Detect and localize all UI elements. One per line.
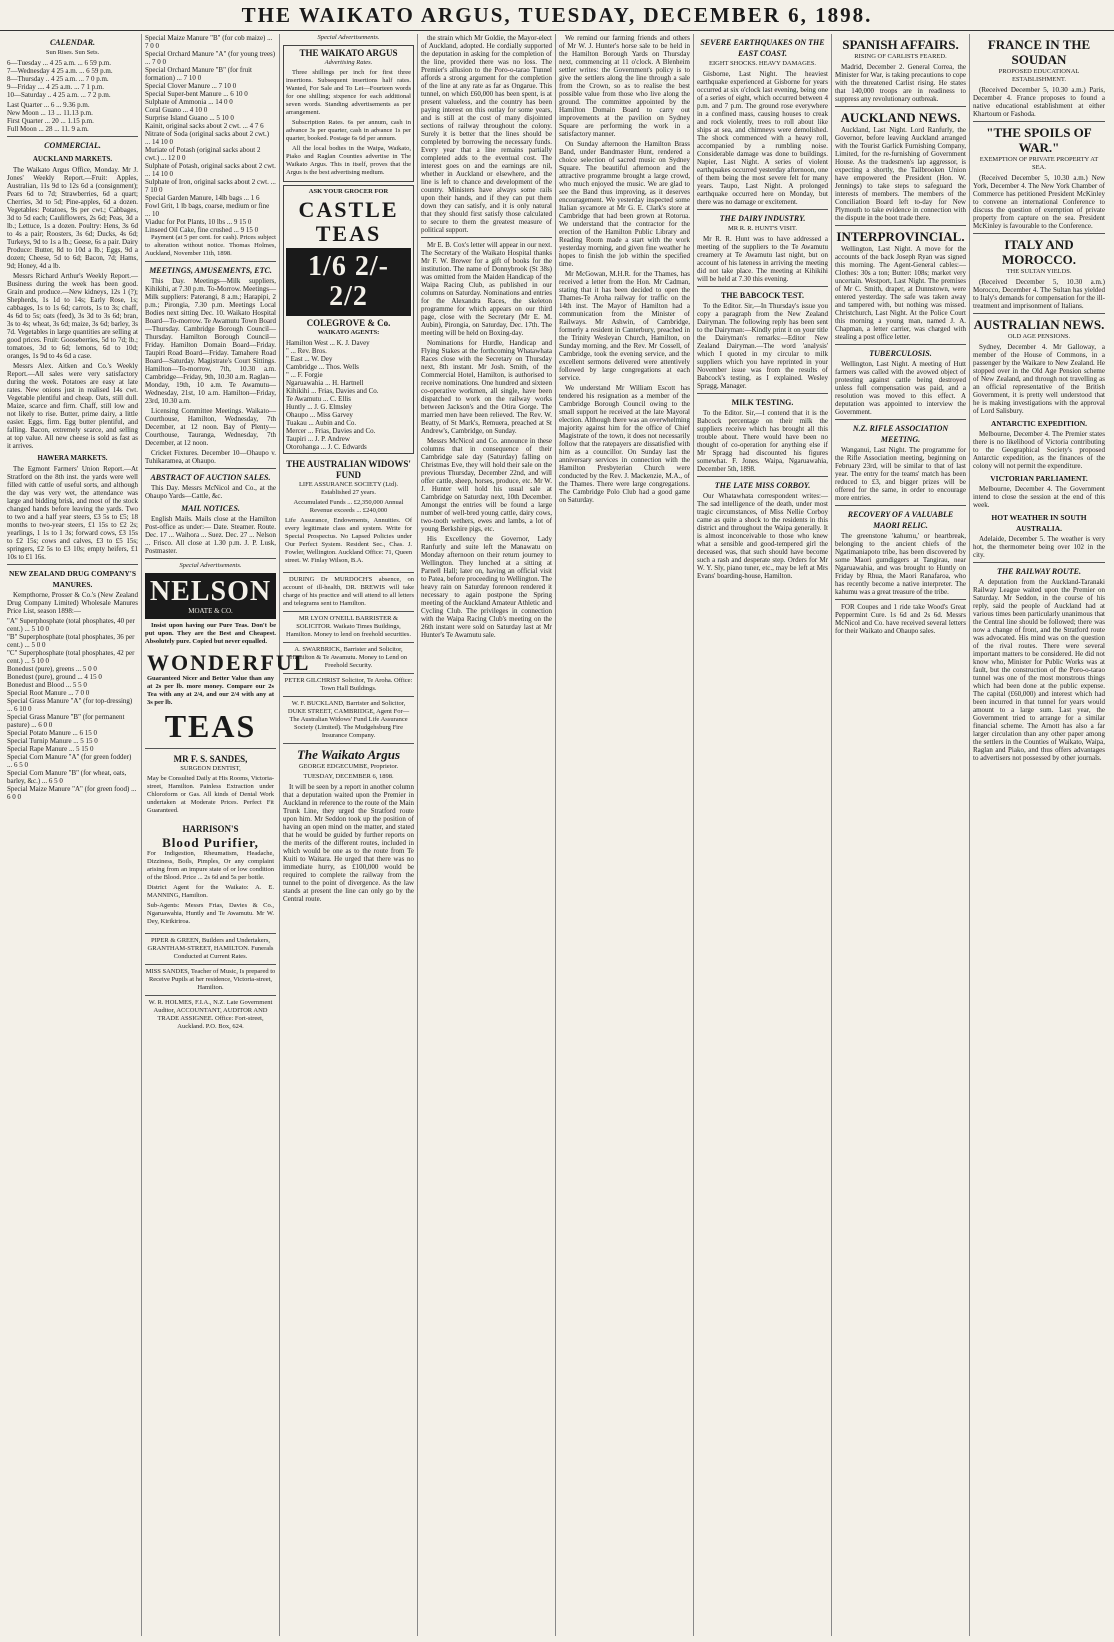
castle-prices-block <box>286 248 411 316</box>
italy-heading: ITALY AND MOROCCO. <box>1001 237 1077 267</box>
hot-weather-heading: HOT WEATHER IN SOUTH AUSTRALIA. <box>991 513 1087 533</box>
nz-drug-heading: NEW ZEALAND DRUG COMPANY'S MANURES. <box>8 569 137 589</box>
manure-row: Special Super-bent Manure ... 6 10 0 <box>145 90 248 98</box>
manure-row: Special Maize Manure "A" (for green food) ... 6 0 0 <box>7 785 137 801</box>
manure-row: Special Grass Manure "B" (for permanent pasture) ... 6 0 0 <box>7 713 125 729</box>
castle-agent-row: Otorohanga ... J. C. Edwards <box>286 443 367 451</box>
column-8 <box>970 34 1108 1636</box>
manure-row: Special Potato Manure ... 6 15 0 <box>7 729 98 737</box>
divider <box>283 611 414 612</box>
leader-continued: the strain which Mr Goldie, the Mayor-elect of Auckland, adopted. He cordially supported the deputation in asking for the completion of the line, provided there was no loss. The Premier's allusion to the Poro-o-tarao Tunnel affords a strong argument for the completion of the line at any rate as far as Ongarue. This tunnel, on which £60,000 has been spent, is at present valueless, and the country has been paying interest on this outlay for some years, and is still at the cost of many disjointed sections of railway throughout the colony. Surely it is better that the lines should be completed by borrowing the necessary funds. Every year that a line remains partially completed adds to the eventual cost. The interest goes on and the earnings are nil, whether in Auckland or elsewhere, and the line is left to chance and development of the country. Ministers have always some rails upon their hands, and if they can put them down they can satisfy, and it is only natural that they should first satisfy those calculated to secure to them the greatest measure of political support. <box>421 34 552 234</box>
australian-news-subheading: OLD AGE PENSIONS. <box>1007 333 1071 340</box>
manure-row: Bonedust and Blood ... 5 5 0 <box>7 681 87 689</box>
cricket-paragraph: Cricket Fixtures. December 10—Ohaupo v. Tuhikaramea, at Ohaupo. <box>145 449 276 465</box>
paper-date: TUESDAY, DECEMBER 6, 1898. <box>303 773 394 780</box>
spanish-heading: SPANISH AFFAIRS. <box>842 37 959 52</box>
divider <box>7 564 138 565</box>
manure-row: Bonedust (pure), ground ... 4 15 0 <box>7 673 102 681</box>
auction-heading: ABSTRACT OF AUCTION SALES. <box>150 473 271 482</box>
australian-news-heading: AUSTRALIAN NEWS. <box>973 317 1105 332</box>
calendar-heading: CALENDAR. <box>49 38 96 47</box>
castle-agent-row: " ... Rev. Bros. <box>286 347 327 355</box>
victorian-heading: VICTORIAN PARLIAMENT. <box>990 474 1088 483</box>
divider <box>7 136 138 137</box>
widows-fund-text: Life Assurance, Endowments, Annuities. Of every legitimate class and system. Write for Special Prospectus. No Lapsed Policies under Our Perfect System. Resident Sec., Chas. J. Fowler, Wellington. Auckland Office: 71, Queen street. W. Finlay Wilson, B.A. <box>285 517 412 564</box>
manure-row: Special Corn Manure "A" (for green fodder) ... 6 5 0 <box>7 753 132 769</box>
dairy-subheading: MR R. R. HUNT'S VISIT. <box>727 225 797 232</box>
earthquake-heading: SEVERE EARTHQUAKES ON THE EAST COAST. <box>700 38 825 58</box>
mcnicol-ad: FOR Coupes and 1 ride take Wood's Great Peppermint Cure. 1s 6d and 2s 6d. Messrs McNicol and Co. have received several letters for their Waikato and Ohaupo sales. <box>835 603 966 635</box>
column-4 <box>418 34 556 1636</box>
mail-paragraph: English Mails. Mails close at the Hamilton Post-office as under:— Date. Steamer. Route. Dec. 17 ... Waihora ... Suez. Dec. 27 ... Nelson ... Frisco. All close at 1.30 p.m. J. P. Lusk, Postmaster. <box>145 515 276 555</box>
divider <box>283 696 414 697</box>
oneill-ad: MR LYON O'NEILL BARRISTER & SOLICITOR. Waikato Times Buildings, Hamilton. Money to lend on freehold securities. <box>286 615 411 638</box>
rifle-paragraph: Wanganui, Last Night. The programme for the Rifle Association meeting, beginning on February 23rd, will be similar to that of last year. The entry for the teams' match has been reduced to £3, and bigger prizes will be offered for the same, in order to encourage more entries. <box>835 446 966 502</box>
interprovincial-paragraph: Wellington, Last Night. A move for the accounts of the back Joseph Ryan was signed this morning. The Agent-General cables:—Clothes: 30s a ton; Butter: 108s; market very uncertain. Westport, Last Night. The premises of Mr C. Smith, draper, at Dunnstown, were entered yesterday. The safe was taken away and tampered with, but nothing was missed. Christchurch, Last Night. At the Police Court this morning a young man, named J. A. Chapman, a letter carrier, was charged with stealing a post office letter. <box>835 245 966 341</box>
sandes-subtitle: SURGEON DENTIST, <box>180 765 241 772</box>
spanish-subheading: RISING OF CARLISTS FEARED. <box>854 53 947 60</box>
calendar-row: 8—Thursday .. 4 25 a.m. ... 7 0 p.m. <box>7 75 109 83</box>
manure-row: Sulphate of Iron, original sacks about 2 cwt. ... 7 10 0 <box>145 178 276 194</box>
widows-fund-funds: Accumulated Funds ... £2,350,000 Annual Revenue exceeds ... £240,000 <box>293 499 404 514</box>
divider <box>973 121 1105 122</box>
argus-rates-title: THE WAIKATO ARGUS <box>299 48 398 58</box>
castle-agent-row: Huntly ... J. G. Elmsley <box>286 403 352 411</box>
divider <box>835 599 966 600</box>
tuberculosis-heading: TUBERCULOSIS. <box>869 349 932 358</box>
special-ads-heading: Special Advertisements. <box>317 34 380 41</box>
masthead: THE WAIKATO ARGUS, TUESDAY, DECEMBER 6, 1898. <box>0 0 1114 31</box>
divider <box>835 225 966 226</box>
meetings-heading: MEETINGS, AMUSEMENTS, ETC. <box>149 266 272 275</box>
divider <box>145 995 276 996</box>
gilchrist-ad: PETER GILCHRIST Solicitor, Te Aroha. Office: Town Hall Buildings. <box>284 677 413 692</box>
blood-purifier-title: Blood Purifier, <box>162 835 259 850</box>
corboy-heading: THE LATE MISS CORBOY. <box>714 481 811 490</box>
manure-row: Fowl Grit, 1 lb bags, coarse, medium or fine ... 10 <box>145 202 270 218</box>
harrison-title: HARRISON'S <box>182 824 239 834</box>
local-news-paragraph: Mr McGowan, M.H.R. for the Thames, has received a letter from the Hon. Mr Cadman, stating that it has been decided to open the Thames-Te Aroha railway for traffic on the 14th inst. The Mayor of Hamilton had a communication from the Minister of Railways. Mr Ashwin, of Cambridge, formerly a resident in Canterbury, preached in the Trinity Wesleyan Church, Hamilton, on Sunday morning, and the Rev. Mr Cossell, of Cambridge, took the evening service, and the excellent sermons delivered were attentively followed by large congregations at each service. <box>559 270 690 382</box>
column-3 <box>280 34 418 1636</box>
manure-row: Special Clover Manure ... 7 10 0 <box>145 82 237 90</box>
meetings-paragraph: This Day. Meetings—Milk suppliers, Kihikihi, at 7.30 p.m. To-Morrow. Meetings—Milk suppliers: Paterangi, 8 a.m.; Harapipi, 2 p.m.; Pirongia, 7.30 p.m. Meetings Local Bodies next sitting Dec. 10. Waikato Hospital Board—To-morrow. Te Awamutu Town Board—Thursday. Cambridge Borough Council—Thursday. Hamilton Borough Council—Friday. Hamilton Domain Board—Friday. Taupiri Road Board—Friday. Tamahere Road Board—Saturday. Magistrate's Court Sittings. Hamilton—To-morrow, 7th, 10.30 a.m. Cambridge—Friday, 9th, 10.30 a.m. Raglan—Monday, 19th, 10 a.m. Te Awamutu—Wednesday, 21st, 10 a.m. Hamilton—Friday, 23rd, 10.30 a.m. <box>145 277 276 405</box>
divider <box>973 233 1105 234</box>
manure-row: Special Rape Manure ... 5 15 0 <box>7 745 94 753</box>
babcock-paragraph: To the Editor. Sir,—In Thursday's issue you copy a paragraph from the New Zealand Dairyman. The following reply has been sent to the Dairyman:—Kindly print it on your title the Dairyman's remarks:—Editor New Zealand Dairyman.—The word 'analysis' which I quoted in my circular to milk suppliers which you have reprinted in your November issue was from the results of Babcock's testing, as I explained. Wesley Spragg, Manager. <box>697 302 828 390</box>
moon-row: Full Moon ... 28 ... 11. 9 a.m. <box>7 125 89 133</box>
manure-row: Special Corn Manure "B" (for wheat, oats, barley, &c.) ... 6 5 0 <box>7 769 127 785</box>
local-news-paragraph: On Sunday afternoon the Hamilton Brass Band, under Bandmaster Hunt, rendered a choice selection of sacred music on Sydney Square. The beautiful afternoon and the attractive programme brought a large crowd, who much enjoyed the music. We are glad to see the Band thus improving, as it deserves encouragement. We yesterday inspected some Italian sycamore at Mr G. E. Clark's store at Cambridge that had been grown at Rotorua. We understand that the contractor for the erection of the Hamilton Public Library and Reading Room made a start with the work yesterday morning, and given fine weather he hopes to finish the job within the specified time. <box>559 140 690 268</box>
widows-fund-title: THE AUSTRALIAN WIDOWS' FUND <box>286 459 411 480</box>
earthquake-subheading: EIGHT SHOCKS. HEAVY DAMAGES. <box>709 60 816 67</box>
manure-row: Nitrate of Soda (original sacks about 2 cwt.) ... 14 10 0 <box>145 130 270 146</box>
subscription-text: Subscription Rates. 6s per annum, cash in advance 3s per quarter, cash in advance 1s per quarter, booked. Postage 6s 6d per annum. <box>286 119 411 142</box>
castle-agent-row: Taupiri ... J. P. Andrew <box>286 435 350 443</box>
manure-row: "C" Superphosphate (total phosphates, 42 per cent.) ... 5 10 0 <box>7 649 135 665</box>
divider <box>145 468 276 469</box>
local-news-paragraph: We remind our farming friends and others of Mr W. J. Hunter's horse sale to be held in the Hamilton Borough Yards on Thursday next, commencing at 11 o'clock. A Blenheim settler writes: the Government's policy is to give the settlers along the line through a sale from the Crown, so as to realise the best possible value from those who live along the ground. The committee appointed by the Hamilton Domain Board to carry out improvements at the pavilion on Sydney Square are performing the work in a satisfactory manner. <box>559 34 690 138</box>
auckland-news-heading: AUCKLAND NEWS. <box>840 110 961 125</box>
italy-subheading: THE SULTAN YIELDS. <box>1006 268 1072 275</box>
manure-row: Special Turnip Manure ... 5 15 0 <box>7 737 98 745</box>
nelson-ad-title: NELSON <box>149 576 272 607</box>
manure-row: Special Orchard Manure "A" (for young trees) ... 7 0 0 <box>145 50 276 66</box>
leader-article: It will be seen by a report in another column that a deputation waited upon the Premier in Auckland in reference to the route of the Main Trunk Line, they urged the Stratford route upon him. Mr Seddon took up the position of having an open mind on the matter, and stated that he would be guided by further reports on the merits of the different routes, included in which would be one as to the route from Te Kuiti to Waitara. He urged that there was no immediate hurry, as £100,000 would be required to complete the railway from the tunnel to the point of divergence. As the law stands at present the line can only go by the Central route. <box>283 783 414 903</box>
divider <box>145 261 276 262</box>
local-news-paragraph: We understand Mr William Escott has tendered his resignation as a member of the Cambridge Borough Council owing to the small support he received at the late Mayoral election. Although there was an overwhelming majority against him for the office of Chief Magistrate of the town, it does not necessarily follow that the ratepayers are dissatisfied with him as a councillor. On Sunday last the anniversary services in connection with the Hamilton Presbyterian Church were conducted by the Rev. J. Mackenzie, M.A., of the Thames. There were large congregations. The Cambridge Polo Club had a good game on Saturday. <box>559 384 690 504</box>
commercial-heading: COMMERCIAL. <box>44 141 101 150</box>
maori-relic-heading: RECOVERY OF A VALUABLE MAORI RELIC. <box>847 510 954 530</box>
divider <box>697 209 828 210</box>
agent-text: District Agent for the Waikato: A. E. MANNING, Hamilton. <box>147 884 274 899</box>
nz-drug-paragraph: Kempthorne, Prosser & Co.'s (New Zealand Drug Company Limited) Wholesale Manures Price List, season 1898:— <box>7 591 138 615</box>
holmes-ad: W. R. HOLMES, F.I.A., N.Z. Late Government Auditor, ACCOUNTANT, AUDITOR AND TRADE ASSIGNEE. Office: Fort-street, Auckland. P.O. Box, 624. <box>148 999 273 1030</box>
column-6 <box>694 34 832 1636</box>
murdoch-notice: DURING Dr MURDOCH'S absence, on account of ill-health, DR. BREWIS will take charge of his practice and will attend to all letters and telegrams sent to Hamilton. <box>283 576 414 607</box>
calendar-header: Sun Rises. Sun Sets. <box>45 49 100 56</box>
argus-rates-text-2: All the local bodies in the Waipa, Waikato, Piako and Raglan Counties advertise in The Waikato Argus. This in itself, proves that the Argus is the best advertising medium. <box>286 145 411 176</box>
manure-price-list-continued <box>145 34 276 234</box>
rifle-heading: N.Z. RIFLE ASSOCIATION MEETING. <box>852 424 949 444</box>
hawera-markets-heading: HAWERA MARKETS. <box>37 454 108 462</box>
castle-agent-row: Tuakau ... Aubin and Co. <box>286 419 357 427</box>
argus-rates-subtitle: Advertising Rates. <box>324 59 373 66</box>
castle-agents-heading: WAIKATO AGENTS: <box>317 329 380 336</box>
subagent-text: Sub-Agents: Messrs Frias, Davies & Co., Ngaruawahia, Huntly and Te Awamutu. Mr W. Dey, Kirikiriroa. <box>147 902 274 925</box>
manure-row: Special Root Manure ... 7 0 0 <box>7 689 90 697</box>
manure-row: Sulphate of Potash, original sacks about 2 cwt. ... 14 10 0 <box>145 162 276 178</box>
column-5 <box>556 34 694 1636</box>
earthquake-paragraph: Gisborne, Last Night. The heaviest earthquake experienced at Gisborne for years occurred at six o'clock last evening, being one of a series of eight, which occurred between 4 p.m. and 7 p.m. The ground rose everywhere in a confined mass, causing houses to creak and rock violently, trees to roll about like ships at sea, and chimneys were demolished. The shock commenced with a heavy roll, accompanied by a rumbling noise. Considerable damage was done to buildings. Napier, Last Night. A series of violent earthquakes occurred yesterday afternoon, one of them being the most severe felt for many years. Taupo, Last Night. A prolonged earthquake occurred here on Monday, but there was no damage or excitement. <box>697 70 828 206</box>
dairy-heading: THE DAIRY INDUSTRY. <box>719 214 806 223</box>
divider <box>835 106 966 107</box>
moon-list <box>7 101 138 133</box>
maori-relic-paragraph: The greenstone 'kahumu,' or heartbreak, belonging to the ancient chiefs of the Ngatimaniapoto tribe, has been discovered by some Maori gumdiggers at Tangirau, near Ngaruawahia, and was brought to Huntly on Friday by Rhua, the Maori Ranafaroa, who has recently become a native interpreter. The kahumu was a great treasure of the tribe. <box>835 532 966 596</box>
castle-prices: 1/6 2/- 2/2 <box>308 251 389 312</box>
dairy-paragraph: Mr R. R. Hunt was to have addressed a meeting of the suppliers to the Te Awamutu creamery at Te Awamutu last night, but on account of his lateness in arriving the meeting did not take place. The meeting at Kihikihi will be held at 7.30 this evening. <box>697 235 828 283</box>
divider <box>283 743 414 744</box>
manure-row: "A" Superphosphate (total phosphates, 40 per cent.) ... 5 10 0 <box>7 617 135 633</box>
castle-company: COLEGROVE & Co. <box>306 318 391 328</box>
sandes-text: May be Consulted Daily at His Rooms, Victoria-street, Hamilton. Painless Extraction under Chloroform or Gas. All kinds of Dental Work undertaken at Moderate Prices. Perfect Fit Guaranteed. <box>147 775 274 814</box>
buckland-ad: W. F. BUCKLAND, Barrister and Solicitor, DUKE STREET, CAMBRIDGE, Agent For— The Australian Widows' Fund Life Assurance Society (Limited). The Mudgehsburg Fire Insurance Company. <box>287 700 410 739</box>
miss-sandes-ad: MISS SANDES, Teacher of Music, Is prepared to Receive Pupils at her residence, Victoria-street, Hamilton. <box>145 968 276 991</box>
manure-row: Special Orchard Manure "B" (for fruit formation) ... 7 10 0 <box>145 66 252 82</box>
milk-testing-paragraph: To the Editor. Sir,—I contend that it is the Babcock percentage on their milk the suppliers receive which has brought all this trouble about. There would have been no thought of co-operation for anything else if Mr Spragg had discounted his figures somewhat. F. Jones. Waipa, Ngaruawahia, December 5th, 1898. <box>697 409 828 473</box>
wonderful-teas-ad <box>145 649 311 745</box>
divider <box>697 476 828 477</box>
spoils-subheading: EXEMPTION OF PRIVATE PROPERTY AT SEA. <box>979 156 1099 171</box>
paper-nameplate: The Waikato Argus <box>296 747 401 762</box>
manure-row: Coral Guano ... 4 10 0 <box>145 106 208 114</box>
argus-rates-ad <box>283 45 414 182</box>
divider <box>835 505 966 506</box>
widows-fund-ad <box>283 457 414 569</box>
spoils-heading: "THE SPOILS OF WAR." <box>986 125 1092 155</box>
corboy-paragraph: Our Whatawhata correspondent writes:—The sad intelligence of the death, under most tragic circumstances, of Miss Nellie Corboy came as quite a shock to the residents in this district and throughout the Waipa generally. It is almost inconceivable to those who knew what a sensible and good-tempered girl the deceased was, that such should have become such a rash and desperate step. Orders for Mr W. Y. Sly, piano tuner, etc., may be left at Mrs Evans' boarding-house, Hamilton. <box>697 492 828 580</box>
manure-row: Muriate of Potash (original sacks about 2 cwt.) ... 12 0 0 <box>145 146 261 162</box>
market-report-paragraph: The Waikato Argus Office, Monday. Mr J. Jones' Weekly Report.—Fruit: Apples, Australian, 11s 9d to 12s 6d a (consignment); Pears 6d to 7d; Strawberries, 6d a quart; Cherries, 3d to 5d; Pine-apples, 6d a dozen. Vegetables: Potatoes, 9s per cwt.; Cabbages, 3d to 5d each; Cauliflowers, 2s 6d; Peas, 3d a lb.; Lettuce, 1s a dozen. Poultry: Hens, 3s 6d to 4s a pair; Roosters, 3s 6d; Ducks, 4s 6d; Turkeys, 9d to 1s a lb.; Geese, 6s a pair. Dairy Produce: Butter, 8d to 10d a lb.; Eggs, 9d a dozen; Cheese, 5d to 6d; Bacon, 7d; Hams, 9d; Honey, 4d a lb. <box>7 166 138 270</box>
castle-agent-row: Te Awamutu ... C. Ellis <box>286 395 351 403</box>
manure-row: Bonedust (pure), greens ... 5 0 0 <box>7 665 97 673</box>
paper-proprietor: GEORGE EDGECUMBE, Proprietor. <box>298 763 399 770</box>
spanish-paragraph: Madrid, December 2. General Correa, the Minister for War, is taking precautions to cope with the threatened Carlist rising. He states that 140,000 troops are in readiness to suppress any revolutionary outbreak. <box>835 63 966 103</box>
nelson-moate-ad <box>145 573 276 619</box>
blood-purifier-text: For Indigestion, Rheumatism, Headache, Dizziness, Boils, Pimples, Or any complaint arising from an impure state of or low condition of the Blood. Price ... 2s 6d and 5s per bottle. <box>147 850 274 881</box>
tuberculosis-paragraph: Wellington, Last Night. A meeting of Hutt farmers was called with the avowed object of protesting against cattle being destroyed unless full compensation was paid, and a resolution was moved to this effect. A deputation was appointed to interview the Government. <box>835 360 966 416</box>
local-news-paragraph: His Excellency the Governor, Lady Ranfurly and suite left the Manawatu on Monday afternoon on their return journey to Wellington. They lunched at a sitting at Parnell Hall; later on, having an official visit to Patea, before proceeding to Wellington. The heavy rain on Saturday forenoon rendered it necessary to again postpone the Spring meeting of the Auckland Amateur Athletic and Cycling Club. The privileges in connection with the Waipa Racing Club's meeting on the 26th instant were sold on Saturday last at Mr Hunter's Te Awamutu sale. <box>421 535 552 639</box>
swarbrick-ad: A. SWARBRICK, Barrister and Solicitor, Hamilton & Te Awamutu. Money to Lend on Freehold Security. <box>290 646 407 669</box>
divider <box>421 237 552 238</box>
hot-weather-paragraph: Adelaide, December 5. The weather is very hot, the thermometer being over 102 in the city. <box>973 535 1105 559</box>
manure-row: Special Grass Manure "A" (for top-dressing) ... 6 10 0 <box>7 697 133 713</box>
divider <box>283 673 414 674</box>
castle-agent-row: Ohaupo ... Miss Garvey <box>286 411 353 419</box>
hawera-paragraph: The Egmont Farmers' Union Report.—At Stratford on the 8th inst. the yards were well filled with cattle of useful sorts, and although the day was very wet, the attendance was large and bidding brisk, and most of the stock changed hands before leaving the yards. Two to two and a half year steers, £3 5s to £5; 18 months to two-year steers, £1 15s to £2 2s; yearlings, 1 1s to 1 3s; forward cows, £3 15s to £2 15s; cows and calves, £3 to £5 15s; springers, £2 5s to £3 10s; empty heifers, £1 10s to £1 16s. <box>7 465 138 561</box>
castle-agent-row: " East ... W. Dey <box>286 355 333 363</box>
local-news-paragraph: Mr E. B. Cox's letter will appear in our next. The Secretary of the Waikato Hospital thanks Mr F. W. Brewer for a gift of books for the institution. The name of Donnybrook (St 38s) was omitted from the Maiden Handicap of the Waipa Racing Club, as published in our columns on Saturday. Nominations and entries for the Alexandra Races, the skeleton programme for which appears on our third page, close with the Secretary (Mr E. M. Aubin), Pirongia, on Saturday, Dec. 17th. The meeting will be held on Boxing-day. <box>421 241 552 337</box>
babcock-heading: THE BABCOCK TEST. <box>720 291 805 300</box>
manure-note: Payment (at 5 per cent. for cash). Prices subject to alteration without notice. Thomas Holmes, Auckland, November 11th, 1898. <box>145 234 276 257</box>
auction-paragraph: This Day. Messrs McNicol and Co., at the Ohaupo Yards—Cattle, &c. <box>145 484 276 500</box>
railway-route-paragraph: A deputation from the Auckland-Taranaki Railway League waited upon the Premier on Saturday. Mr Seddon, in the course of his reply, said the people of Auckland had at various times been particularly unanimous that the Central line should be followed; there was now a change of front, and the Stratford route was advocated. His mind was on the question of the rival routes. There were several important matters to be considered. He did not know who, Minister for Public Works was at fault, but the construction of the Poro-o-tarao tunnel was one of the most monstrous things which had been done at the public expense. The capital (£60,000) and interest which had been incurred in that tunnel for years would amount to a large sum. Last year, the Government tried to arrange for a similar financial scheme. The Arnott has also a far larger circulation than any other paper among the settlers in the Counties of Waikato, Waipa, Raglan and Piako, and thus offers advantages to advertisers not possessed by other journals. <box>973 578 1105 762</box>
antarctic-paragraph: Melbourne, December 4. The Premier states there is no likelihood of Victoria contributing to the Geographical Society's proposed Antarctic expedition, as the finances of the colony will not permit the expenditure. <box>973 430 1105 470</box>
widows-fund-subtitle: LIFE ASSURANCE SOCIETY (Ltd). Established 27 years. <box>298 481 399 496</box>
manure-row: Surprise Island Guano ... 5 10 0 <box>145 114 234 122</box>
special-ads-heading: Special Advertisements. <box>179 562 242 569</box>
divider <box>145 964 276 965</box>
manure-row: Viaduc for Pot Plants, 10 lbs ... 9 15 0 <box>145 218 252 226</box>
interprovincial-heading: INTERPROVINCIAL. <box>836 229 965 244</box>
licensing-paragraph: Licensing Committee Meetings. Waikato—Courthouse, Hamilton, Wednesday, 7th December, at 12 noon. Bay of Plenty—Courthouse, Tauranga, Wednesday, 7th December, at 12 noon. <box>145 407 276 447</box>
divider <box>697 286 828 287</box>
castle-teas-ad <box>283 185 414 454</box>
market-report-paragraph: Messrs Richard Arthur's Weekly Report.—Business during the week has been good. Grain and produce.—New kidneys, 12s 1 (?); Shepherds, 1s 1d to 14s; Early Rose, 1s; cabbages, 1s to 1s 6d; carrots, 1s to 3s; chaff, 4s 6d to 5s; oats (feed), 3s 3d to 3s 6d; bran, 3s to 4s; wheat, 3s 6d; maize, 3s 6d; barley, 3s 7d. Vegetables in large quantities are selling at good prices. Fruit: Gooseberries, 5d to 7d; lb.; tomatoes, 3d to 6d; lemons, 6d to 10d; oranges, 1s 9d to 4s 6d a case. <box>7 272 138 360</box>
divider <box>145 933 276 934</box>
castle-teas-title: CASTLE TEAS <box>298 197 399 246</box>
teas-title: TEAS <box>164 708 257 744</box>
divider <box>283 572 414 573</box>
france-subheading: PROPOSED EDUCATIONAL ESTABLISHMENT. <box>998 68 1080 83</box>
castle-ask-text: ASK YOUR GROCER FOR <box>308 188 389 195</box>
column-7 <box>832 34 970 1636</box>
manure-row: Linseed Oil Cake, fine crushed ... 9 15 0 <box>145 226 259 234</box>
nelson-ad-subtitle: MOATE & CO. <box>188 607 233 615</box>
piper-green-ad: PIPER & GREEN, Builders and Undertakers, GRANTHAM-STREET, HAMILTON. Funerals Conducted at Current Rates. <box>147 937 274 960</box>
castle-agent-row: Cambridge ... Thos. Wells <box>286 363 359 371</box>
manure-row: Sulphate of Ammonia ... 14 0 0 <box>145 98 233 106</box>
france-heading: FRANCE IN THE SOUDAN <box>987 37 1091 67</box>
manure-row: Special Maize Manure "B" (for cob maize) ... 7 0 0 <box>145 34 273 50</box>
harrison-ad <box>145 822 276 930</box>
calendar-row: 10—Saturday .. 4 25 a.m. ... 7 2 p.m. <box>7 91 111 99</box>
manure-row: Special Garden Manure, 14lb bags ... 1 6 <box>145 194 260 202</box>
divider <box>283 642 414 643</box>
manure-price-list <box>7 617 138 801</box>
castle-agent-list <box>286 339 411 451</box>
moon-row: New Moon ... 13 ... 11.13 p.m. <box>7 109 93 117</box>
wonderful-text: WONDERFUL <box>147 650 311 675</box>
australian-news-paragraph: Sydney, December 4. Mr Galloway, a member of the House of Commons, in a passenger by the Waikare to New Zealand. He stopped over in the Old Age Pension scheme of New Zealand, and through not travelling as an official representative of the British Government, it is pretty well understood that he is making investigations with the approval of Lord Salisbury. <box>973 343 1105 415</box>
divider <box>835 344 966 345</box>
divider <box>145 558 276 559</box>
mail-heading: MAIL NOTICES. <box>181 504 240 513</box>
castle-agent-row: Mercer ... Frias, Davies and Co. <box>286 427 376 435</box>
spoils-paragraph: (Received December 5, 10.30 a.m.) New York, December 4. The New York Chamber of Commerce has petitioned President McKinley to convene an international Conference to discuss the question of exemption of private property from capture on the sea. President McKinley is favourable to the Conference. <box>973 174 1105 230</box>
nelson-ad-text: Insist upon having our Pure Teas. Don't be put upon. They are the Best and Cheapest. Absolutely pure. Copied but never equalled. <box>145 622 276 645</box>
divider <box>145 748 276 749</box>
local-news-paragraph: Messrs McNicol and Co. announce in these columns that in consequence of their Cambridge sale day (Saturday) falling on Christmas Eve, they will hold their sale on the previous Thursday, December 22nd, and will offer cattle, sheep, horses, produce, etc. Mr W. J. Hunter will hold his usual sale at Cambridge on Saturday next, 10th December. Amongst the entries will be found a large number of well-bred young cattle, dairy cows, two-tooth wethers, ewes and lambs, a lot of young Berkshire pigs, etc. <box>421 437 552 533</box>
italy-paragraph: (Received December 5, 10.30 a.m.) Morocco, December 4. The Sultan has yielded to Italy's demands for compensation for the ill-treatment and imprisonment of Italians. <box>973 278 1105 310</box>
calendar-list <box>7 59 138 99</box>
divider <box>697 393 828 394</box>
calendar-row: 7—Wednesday 4 25 a.m. ... 6 59 p.m. <box>7 67 113 75</box>
divider <box>973 313 1105 314</box>
castle-agent-row: " ... F. Forgie <box>286 371 323 379</box>
sandes-ad <box>145 752 276 819</box>
divider <box>835 419 966 420</box>
column-1 <box>4 34 142 1636</box>
divider <box>973 562 1105 563</box>
victorian-paragraph: Melbourne, December 4. The Government intend to close the session at the end of this week. <box>973 485 1105 509</box>
sandes-title: MR F. S. SANDES, <box>173 754 248 764</box>
manure-row: Kainit, original sacks about 2 cwt. ... 4 7 6 <box>145 122 264 130</box>
milk-testing-heading: MILK TESTING. <box>731 398 794 407</box>
newspaper-columns <box>4 34 1110 1636</box>
market-report-paragraph: Messrs Alex. Aitken and Co.'s Weekly Report.—All sales were very satisfactory during the week. Potatoes are easy at late rates. New onions just in realised 14s cwt. Vegetable plentiful and cheap. Oats, still dull. Maize, scarce and firm. Chaff, still low and not likely to rise. Butter, prime dairy, a little easier. Eggs, firm. Egg butter plentiful, and falling. Bacon, extremely scarce, and selling at top value. All new cheese is sold as fast as it arrives. <box>7 362 138 450</box>
moon-row: First Quarter ... 20 ... 1.15 p.m. <box>7 117 94 125</box>
castle-agent-row: Kihikihi ... Frias, Davies and Co. <box>286 387 379 395</box>
castle-agent-row: Ngaruawahia ... H. Hartnell <box>286 379 364 387</box>
teas-text: Guaranteed Nicer and Better Value than any at 2s per lb. more money. Compare our 2s Tea with any at 2/4, and our 2/4 with any at 3s per lb. <box>147 675 274 706</box>
antarctic-heading: ANTARCTIC EXPEDITION. <box>990 419 1088 428</box>
calendar-row: 6—Tuesday ... 4 25 a.m. ... 6 59 p.m. <box>7 59 111 67</box>
castle-agent-row: Hamilton West ... K. J. Davey <box>286 339 370 347</box>
calendar-row: 9—Friday .... 4 25 a.m. ... 7 1 p.m. <box>7 83 105 91</box>
auckland-markets-heading: AUCKLAND MARKETS. <box>32 155 113 163</box>
france-paragraph: (Received December 5, 10.30 a.m.) Paris, December 4. France proposes to found a native educational establishment at either Khartoum or Fashoda. <box>973 86 1105 118</box>
local-news-paragraph: Nominations for Hurdle, Handicap and Flying Stakes at the forthcoming Whatawhata Races close with the Secretary on Thursday next, 8th instant. Mr Josh. Smith, of the Commercial Hotel, Hamilton, is authorised to receive nominations. One hundred and sixteen co-operative workmen, all single, have been dispatched to work on the railway works between Jackson's and the Otira Gorge. The married men have been relieved. The Rev. W. Beatty, of St Mark's, Remuera, preached at St Andrew's, Cambridge, on Sunday. <box>421 339 552 435</box>
auckland-news-paragraph: Auckland, Last Night. Lord Ranfurly, the Governor, before leaving Auckland arranged with the Tourist Garlick Furnishing Company, Limited, for the re-furnishing of Government House. As the tradesmen's lap aggressor, is expecting a shortly, the Tailbrooken Union have empowered the President (Hon. W. Jennings) to take steps to safeguard the interests of members. The members of the Conciliation Board left to-day for New Plymouth to take evidence in connection with the dispute in the boot trade there. <box>835 126 966 222</box>
railway-route-heading: THE RAILWAY ROUTE. <box>997 567 1081 576</box>
manure-row: "B" Superphosphate (total phosphates, 36 per cent.) ... 5 0 0 <box>7 633 135 649</box>
argus-rates-text: Three shillings per inch for first three insertions. Subsequent insertions half rates. Wanted, For Sale and To Let—Fourteen words for one shilling; sixpence for each additional seven words. Standing advertisements as per arrangement. <box>286 69 411 116</box>
moon-row: Last Quarter ... 6 ... 9.36 p.m. <box>7 101 90 109</box>
